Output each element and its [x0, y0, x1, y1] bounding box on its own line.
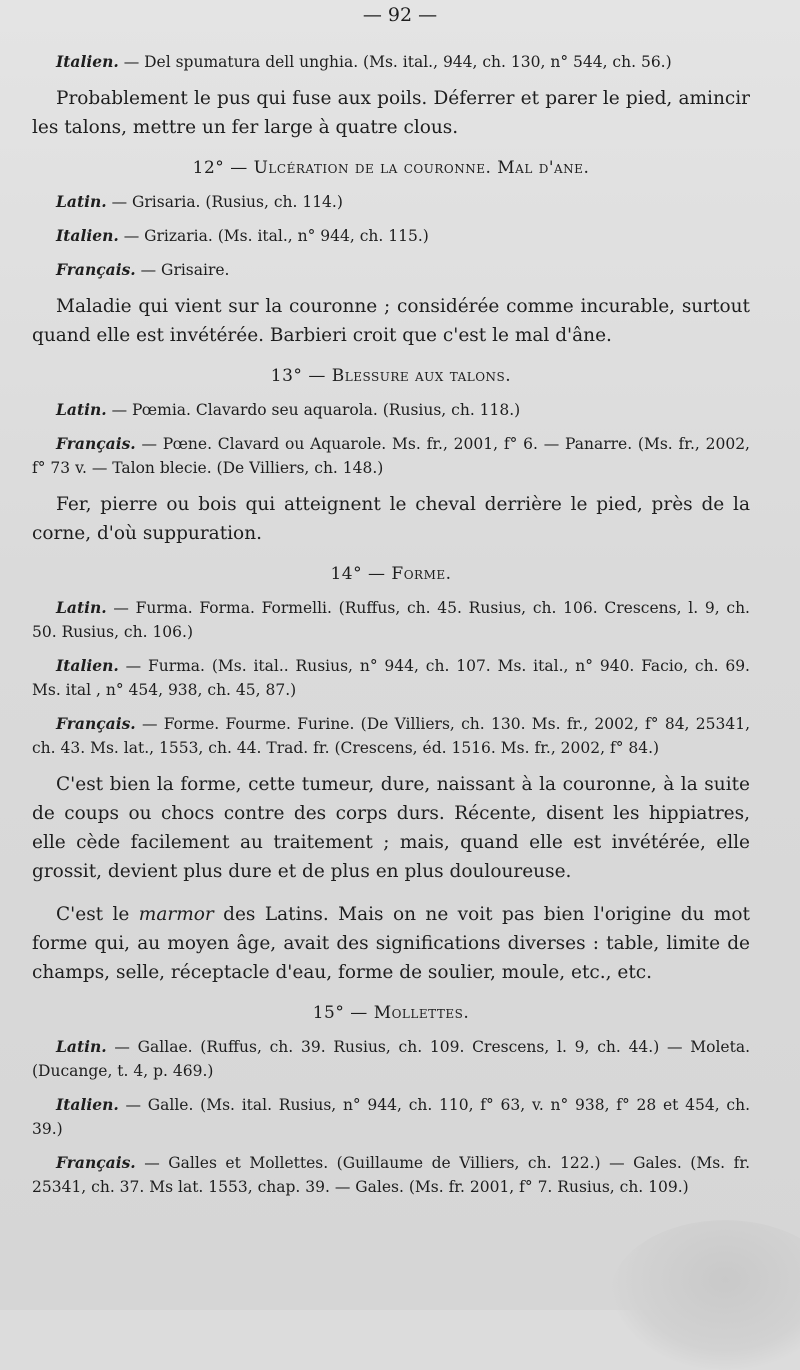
page-number: — 92 — [362, 4, 438, 26]
section-heading [32, 158, 750, 178]
section-title: Mollettes. [373, 1003, 470, 1023]
section-title: Ulcération de la couronne. Mal d'ane. [253, 158, 590, 178]
language-label: Italien. [56, 52, 119, 71]
reference-entry [32, 596, 750, 644]
reference-text: — Grisaire. [135, 261, 230, 279]
section-heading [32, 366, 750, 386]
paragraph-text: des Latins. Mais on ne voit pas bien l'origine du mot forme qui, au moyen âge, avait des significations diverses : table, limite de champs, selle, réceptacle d'eau, forme de soulier, moule, etc., etc. [32, 904, 750, 983]
reference-entry [32, 712, 750, 760]
section-heading [32, 1003, 750, 1023]
reference-entry [56, 190, 750, 214]
reference-text: — Pœne. Clavard ou Aquarole. Ms. fr., 2001, f° 6. — Panarre. (Ms. fr., 2002, f° 73 v. — Talon blecie. (De Villiers, ch. 148.) [32, 435, 750, 477]
reference-text: — Furma. Forma. Formelli. (Ruffus, ch. 45. Rusius, ch. 106. Crescens, l. 9, ch. 50. Rusius, ch. 106.) [32, 599, 750, 641]
language-label: Latin. [56, 192, 107, 211]
body-paragraph: C'est bien la forme, cette tumeur, dure, naissant à la couronne, à la suite de coups ou chocs contre des corps durs. Récente, disent les hippiatres, elle cède facilement au traitement ; mais, quand elle est invétérée, elle grossit, devient plus dure et de plus en plus douloureuse. [32, 774, 750, 882]
reference-entry [32, 654, 750, 702]
reference-entry [56, 258, 750, 282]
language-label: Italien. [56, 226, 119, 245]
language-label: Latin. [56, 1037, 107, 1056]
reference-text: — Furma. (Ms. ital.. Rusius, n° 944, ch. 107. Ms. ital., n° 940. Facio, ch. 69. Ms. ital , n° 454, 938, ch. 45, 87.) [32, 657, 750, 699]
section-number: 12° — [192, 158, 254, 178]
body-paragraph: Probablement le pus qui fuse aux poils. Déferrer et parer le pied, amincir les talons, mettre un fer large à quatre clous. [32, 88, 750, 138]
section-heading [32, 564, 750, 584]
body-paragraph: Fer, pierre ou bois qui atteignent le cheval derrière le pied, près de la corne, d'où suppuration. [32, 494, 750, 544]
language-label: Italien. [56, 1095, 119, 1114]
language-label: Français. [56, 260, 136, 279]
language-label: Français. [56, 714, 136, 733]
reference-entry [56, 224, 750, 248]
reference-text: — Grisaria. (Rusius, ch. 114.) [106, 193, 343, 211]
section-number: 15° — [312, 1003, 374, 1023]
reference-text: — Forme. Fourme. Furine. (De Villiers, ch. 130. Ms. fr., 2002, f° 84, 25341, ch. 43. Ms. lat., 1553, ch. 44. Trad. fr. (Crescens, éd. 1516. Ms. fr., 2002, f° 84.) [32, 715, 750, 757]
reference-text: — Pœmia. Clavardo seu aquarola. (Rusius, ch. 118.) [106, 401, 521, 419]
reference-text: — Galle. (Ms. ital. Rusius, n° 944, ch. 110, f° 63, v. n° 938, f° 28 et 454, ch. 39.) [32, 1096, 750, 1138]
language-label: Italien. [56, 656, 119, 675]
paragraph-text: C'est le [56, 904, 139, 925]
reference-entry [32, 1035, 750, 1083]
reference-entry [32, 50, 750, 74]
reference-text: — Del spumatura dell unghia. (Ms. ital., 944, ch. 130, n° 544, ch. 56.) [118, 53, 672, 71]
section-title: Blessure aux talons. [331, 366, 512, 386]
reference-text: — Grizaria. (Ms. ital., n° 944, ch. 115.) [118, 227, 429, 245]
language-label: Français. [56, 434, 136, 453]
reference-entry [32, 432, 750, 480]
reference-text: — Galles et Mollettes. (Guillaume de Villiers, ch. 122.) — Gales. (Ms. fr. 25341, ch. 37. Ms lat. 1553, chap. 39. — Gales. (Ms. fr. 2001, f° 7. Rusius, ch. 109.) [32, 1154, 750, 1196]
reference-entry [32, 1093, 750, 1141]
emphasized-word: marmor [138, 904, 214, 925]
thumb-smudge [610, 1220, 800, 1370]
language-label: Latin. [56, 598, 107, 617]
reference-text: — Gallae. (Ruffus, ch. 39. Rusius, ch. 109. Crescens, l. 9, ch. 44.) — Moleta. (Ducange, t. 4, p. 469.) [32, 1038, 750, 1080]
section-number: 13° — [270, 366, 332, 386]
section-title: Forme. [391, 564, 452, 584]
reference-entry [32, 1151, 750, 1199]
language-label: Latin. [56, 400, 107, 419]
body-paragraph [32, 900, 750, 987]
section-number: 14° — [330, 564, 392, 584]
reference-entry [56, 398, 750, 422]
language-label: Français. [56, 1153, 136, 1172]
page-content [32, 50, 750, 1209]
body-paragraph: Maladie qui vient sur la couronne ; considérée comme incurable, surtout quand elle est invétérée. Barbieri croit que c'est le mal d'âne. [32, 296, 750, 346]
